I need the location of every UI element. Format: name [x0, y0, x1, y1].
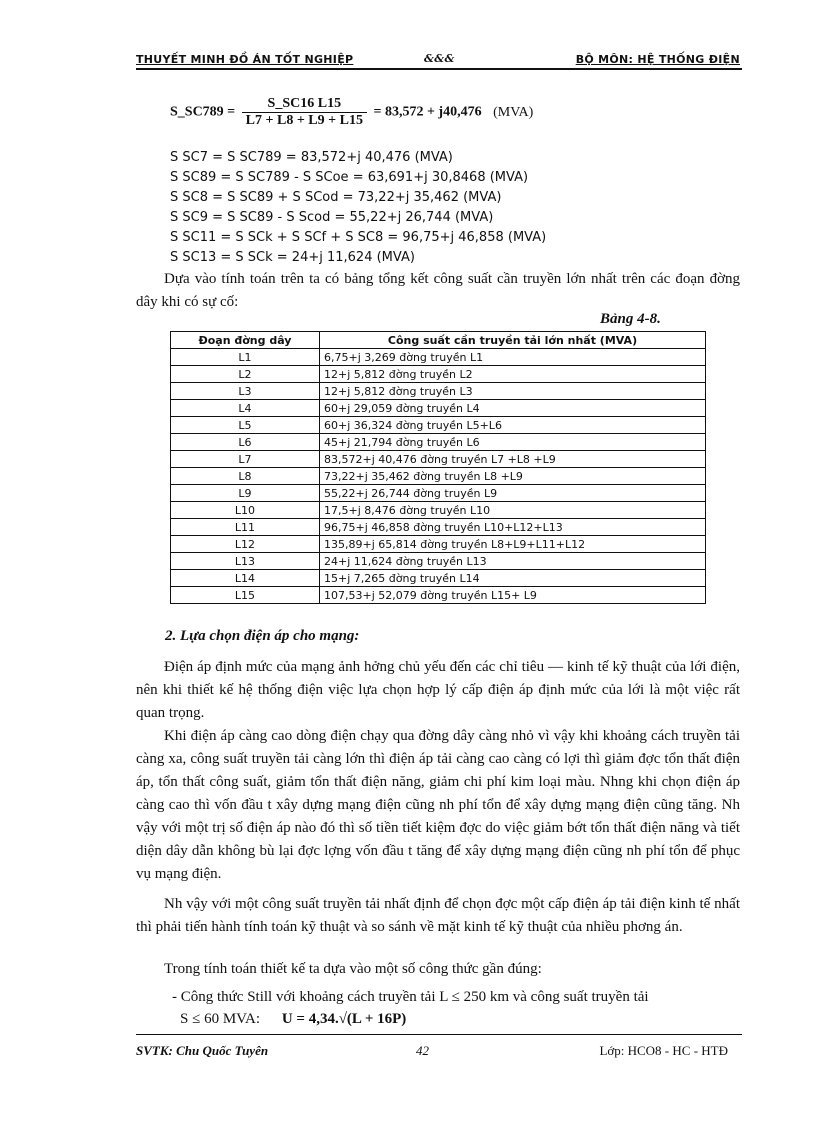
footer-class: Lớp: HCO8 - HC - HTĐ [599, 1043, 728, 1058]
segment-cell: L12 [171, 536, 320, 553]
summary-table [170, 331, 706, 604]
segment-cell: L1 [171, 349, 320, 366]
still-condition [180, 1011, 406, 1028]
power-cell: 83,572+j 40,476 đờng truyền L7 +L8 +L9 [320, 451, 706, 468]
table-row [171, 519, 706, 536]
table-row [171, 468, 706, 485]
table-row [171, 417, 706, 434]
table-header-cell: Đoạn đờng dây [171, 332, 320, 349]
segment-cell: L5 [171, 417, 320, 434]
page-number: 42 [416, 1043, 429, 1058]
table-header-row [171, 332, 706, 349]
equation-line: S SC9 = S SC89 - S Scod = 55,22+j 26,744 (MVA) [170, 210, 494, 225]
power-cell: 6,75+j 3,269 đờng truyền L1 [320, 349, 706, 366]
power-cell: 12+j 5,812 đờng truyền L2 [320, 366, 706, 383]
paragraph: Điện áp định mức của mạng ảnh hởng chủ yếu đến các chỉ tiêu — kinh tế kỹ thuật của lới điện, nên khi thiết kế hệ thống điện việc lựa chọn hợp lý cấp điện áp định mức của lới là một việc rất quan trọng. [136, 659, 740, 721]
formula-lhs: S_SC789 = [170, 104, 236, 120]
segment-cell: L9 [171, 485, 320, 502]
table-row [171, 553, 706, 570]
paragraph: Khi điện áp càng cao dòng điện chạy qua đờng dây càng nhỏ vì vậy khi khoảng cách truyền tải càng xa, công suất truyền tải càng lớn thì điện áp tải càng cao càng có lợi thì giảm đợc tổn thất điện áp, tổn thất công suất, giảm tổn thất điện năng, giảm chi phí kim loại màu. Nhng khi chọn điện áp càng cao thì vốn đầu t xây dựng mạng điện cũng nh phí tổn để xây dựng mạng điện cũng tăng. Nh vậy với một trị số điện áp nào đó thì số tiền tiết kiệm đợc do việc giảm bớt tổn thất điện năng và tiết diện dây dẫn không bù lại đợc lợng vốn đầu t tăng để xây dựng mạng điện cũng nh phí tổn để phục vụ mạng điện. [136, 728, 740, 882]
segment-cell: L6 [171, 434, 320, 451]
equation-line: S SC13 = S SCk = 24+j 11,624 (MVA) [170, 250, 415, 265]
page-header [136, 48, 742, 70]
power-cell: 45+j 21,794 đờng truyền L6 [320, 434, 706, 451]
power-cell: 12+j 5,812 đờng truyền L3 [320, 383, 706, 400]
still-condition-text: S ≤ 60 MVA: [180, 1011, 261, 1027]
section-title: 2. Lựa chọn điện áp cho mạng: [165, 628, 360, 644]
power-cell: 60+j 36,324 đờng truyền L5+L6 [320, 417, 706, 434]
table-row [171, 349, 706, 366]
header-right: BỘ MÔN: HỆ THỐNG ĐIỆN [575, 53, 740, 66]
segment-cell: L10 [171, 502, 320, 519]
segment-cell: L15 [171, 587, 320, 604]
table-row [171, 434, 706, 451]
segment-cell: L13 [171, 553, 320, 570]
table-header-cell: Công suất cần truyền tải lớn nhất (MVA) [320, 332, 706, 349]
paragraph: Nh vậy với một công suất truyền tải nhất định để chọn đợc một cấp điện áp tải điện kinh tế nhất thì phải tiến hành tính toán kỹ thuật và so sánh về mặt kinh tế kỹ thuật của nhiều phơng án. [136, 896, 740, 935]
segment-cell: L8 [171, 468, 320, 485]
equation-line: S SC7 = S SC789 = 83,572+j 40,476 (MVA) [170, 150, 453, 165]
power-cell: 96,75+j 46,858 đờng truyền L10+L12+L13 [320, 519, 706, 536]
power-cell: 24+j 11,624 đờng truyền L13 [320, 553, 706, 570]
power-cell: 55,22+j 26,744 đờng truyền L9 [320, 485, 706, 502]
header-ornament: &&& [424, 52, 455, 65]
table-row [171, 383, 706, 400]
formula-fraction [242, 96, 367, 129]
paragraph: Trong tính toán thiết kế ta dựa vào một số công thức gần đúng: [164, 961, 542, 977]
formula-rhs: = 83,572 + j40,476 [373, 104, 482, 120]
segment-cell: L4 [171, 400, 320, 417]
power-cell: 60+j 29,059 đờng truyền L4 [320, 400, 706, 417]
intro-paragraph: Dựa vào tính toán trên ta có bảng tổng kết công suất cần truyền lớn nhất trên các đoạn đờng dây khi có sự cố: [136, 271, 740, 310]
table-row [171, 485, 706, 502]
segment-cell: L2 [171, 366, 320, 383]
main-formula [170, 96, 533, 129]
table-caption: Bảng 4-8. [600, 311, 661, 327]
formula-unit: (MVA) [493, 104, 534, 120]
power-cell: 135,89+j 65,814 đờng truyền L8+L9+L11+L12 [320, 536, 706, 553]
power-cell: 107,53+j 52,079 đờng truyền L15+ L9 [320, 587, 706, 604]
formula-denominator: L7 + L8 + L9 + L15 [245, 113, 363, 128]
segment-cell: L11 [171, 519, 320, 536]
page-footer [136, 1034, 742, 1058]
power-cell: 73,22+j 35,462 đờng truyền L8 +L9 [320, 468, 706, 485]
equation-line: S SC89 = S SC789 - S SCoe = 63,691+j 30,8468 (MVA) [170, 170, 529, 185]
equation-line: S SC11 = S SCk + S SCf + S SC8 = 96,75+j 46,858 (MVA) [170, 230, 547, 245]
table-row [171, 570, 706, 587]
table-row [171, 536, 706, 553]
still-formula: U = 4,34.√(L + 16P) [281, 1011, 407, 1027]
table-row [171, 502, 706, 519]
segment-cell: L14 [171, 570, 320, 587]
table-row [171, 366, 706, 383]
equation-line: S SC8 = S SC89 + S SCod = 73,22+j 35,462 (MVA) [170, 190, 502, 205]
footer-author: SVTK: Chu Quốc Tuyên [136, 1043, 269, 1058]
header-left: THUYẾT MINH ĐỒ ÁN TỐT NGHIỆP [136, 53, 354, 66]
formula-numerator: S_SC16 L15 [242, 96, 367, 113]
power-cell: 15+j 7,265 đờng truyền L14 [320, 570, 706, 587]
equation-list [170, 148, 546, 268]
table-row [171, 587, 706, 604]
table-row [171, 400, 706, 417]
segment-cell: L7 [171, 451, 320, 468]
still-formula-text: - Công thức Still với khoảng cách truyền tải L ≤ 250 km và công suất truyền tải [172, 989, 649, 1005]
power-cell: 17,5+j 8,476 đờng truyền L10 [320, 502, 706, 519]
segment-cell: L3 [171, 383, 320, 400]
table-row [171, 451, 706, 468]
